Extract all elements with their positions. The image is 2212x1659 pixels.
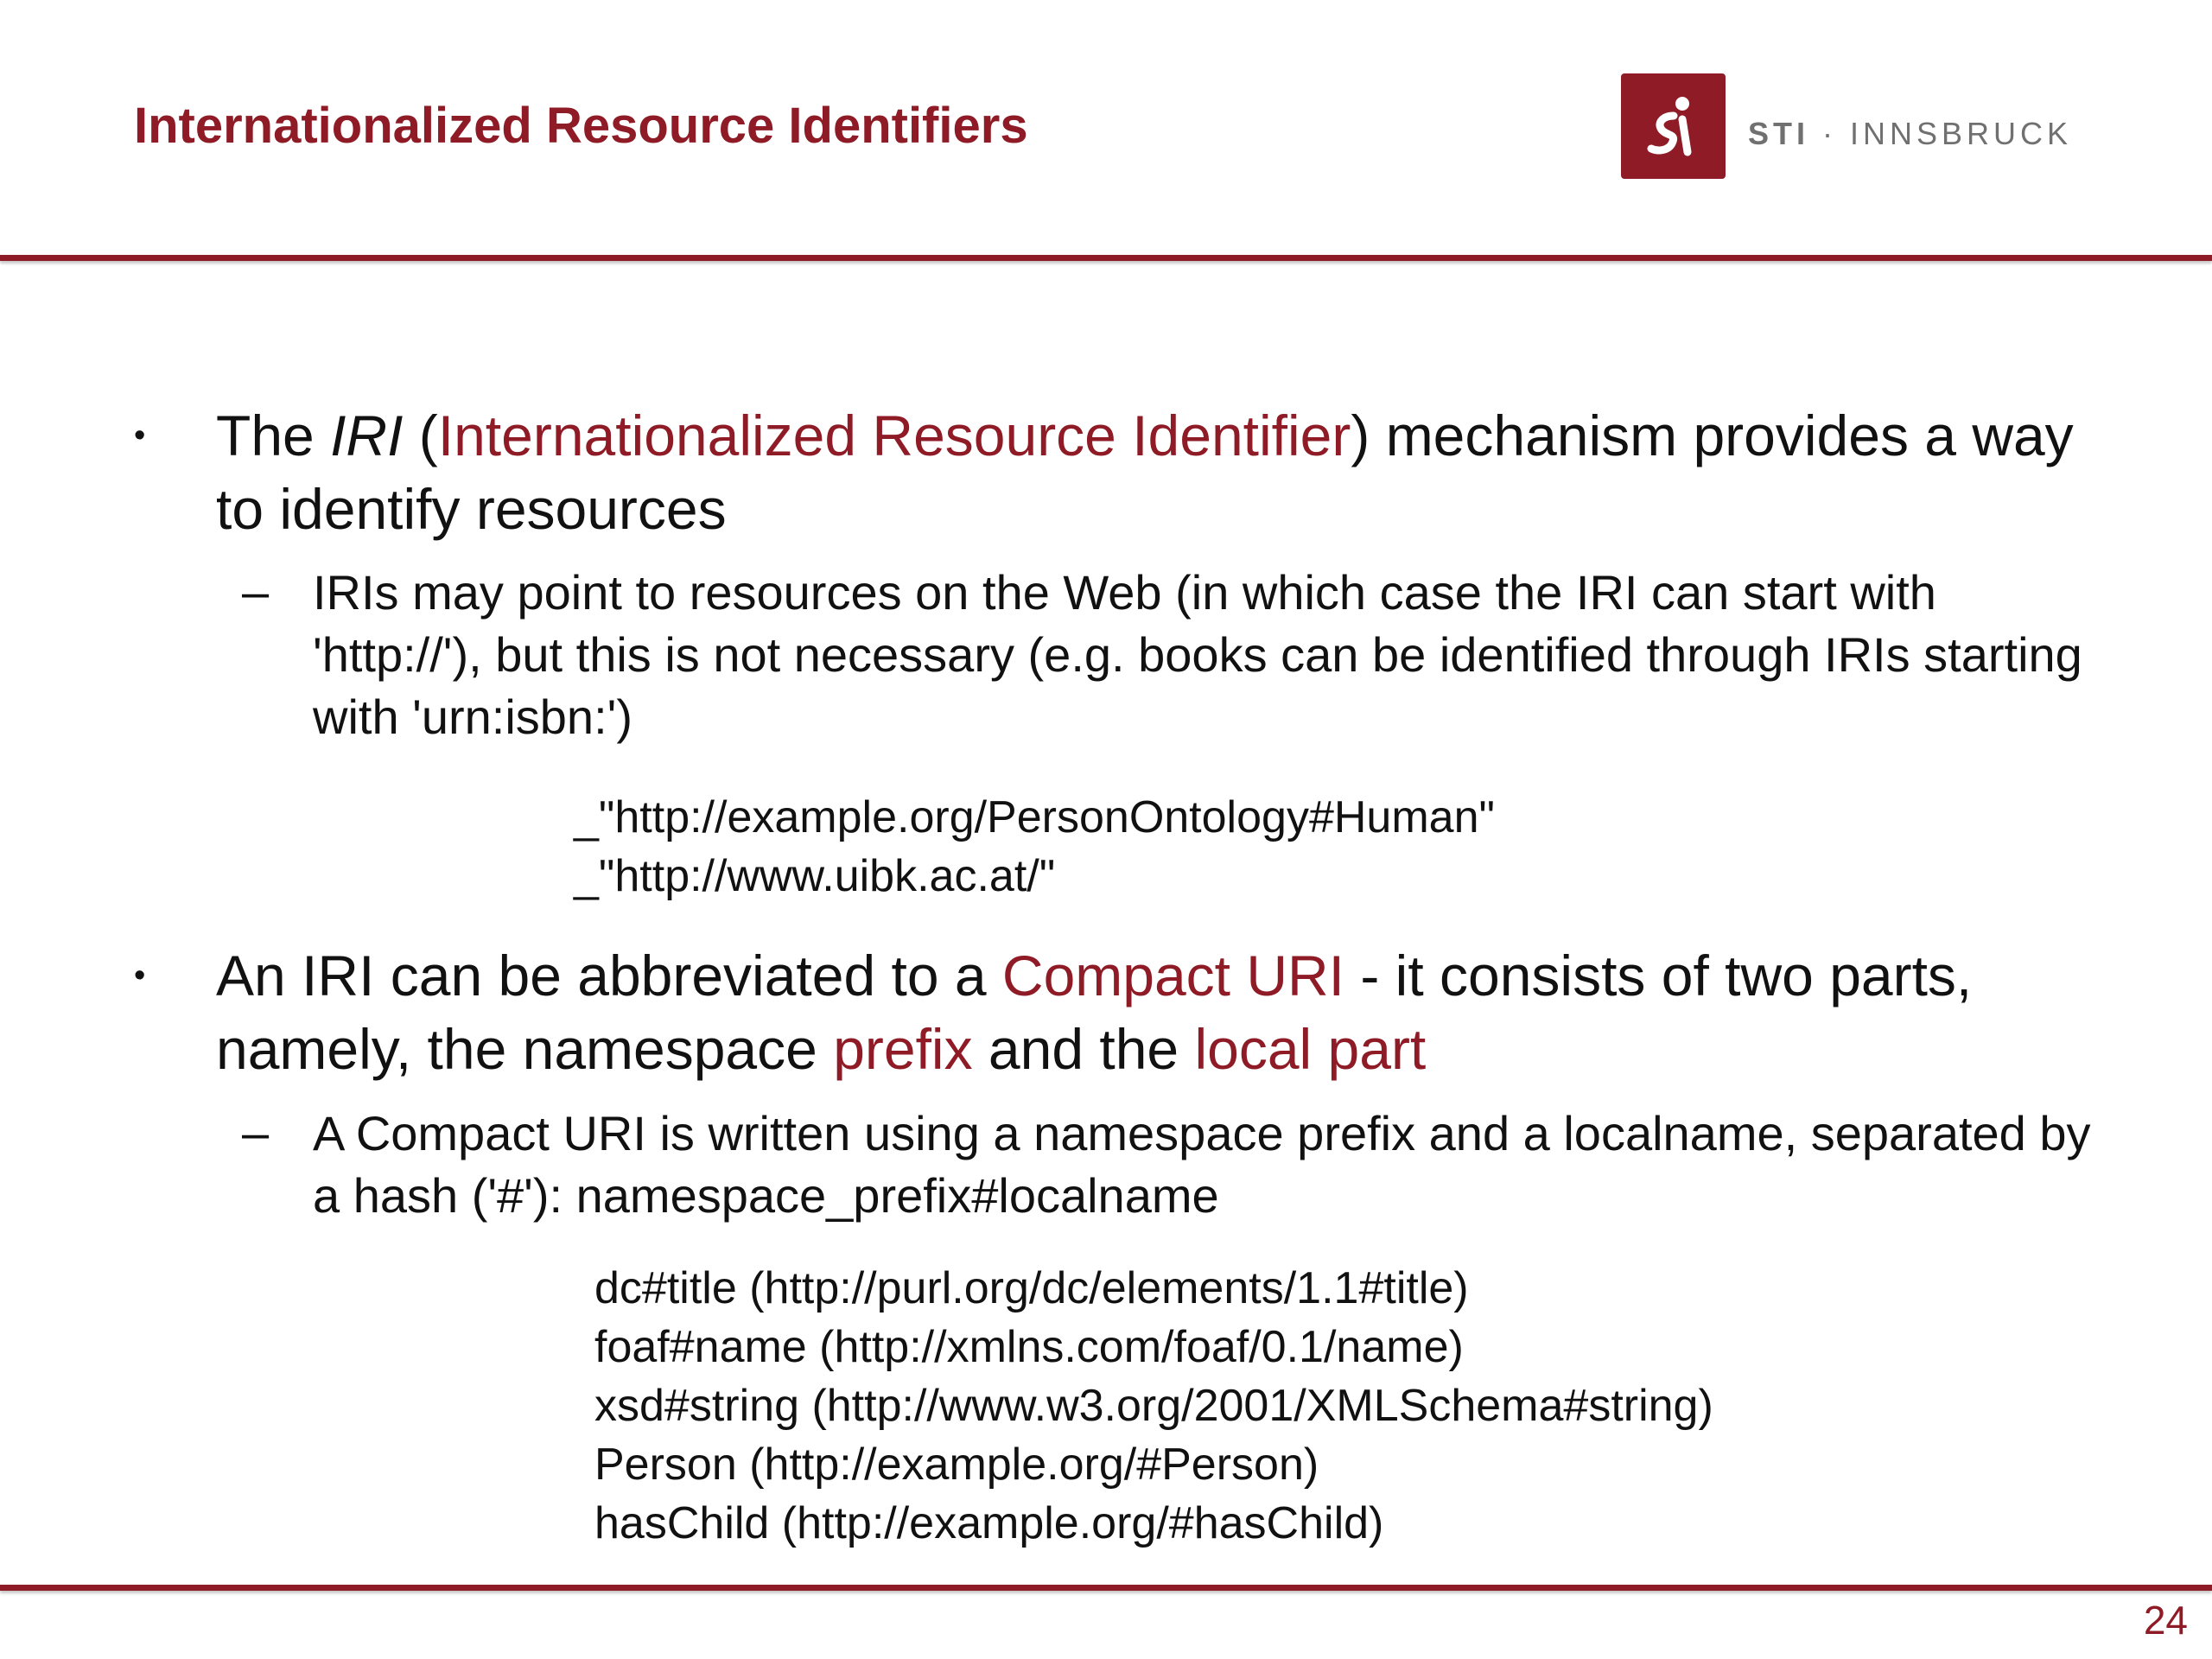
sti-person-icon xyxy=(1621,73,1726,179)
iri-example: _"http://www.uibk.ac.at/" xyxy=(574,851,1056,901)
logo-place: INNSBRUCK xyxy=(1850,116,2073,151)
page-number: 24 xyxy=(2143,1598,2188,1643)
bullet-dot-2: • xyxy=(134,957,146,994)
iri-definition: Internationalized Resource Identifier xyxy=(437,404,1351,467)
local-part-term: local part xyxy=(1194,1017,1427,1081)
logo-wordmark xyxy=(1748,116,2072,152)
footer-divider xyxy=(0,1585,2212,1591)
sti-innsbruck-logo xyxy=(1621,73,2072,179)
header-divider xyxy=(0,255,2212,261)
sub-dash-1: – xyxy=(242,564,270,619)
compact-uri-example: hasChild (http://example.org/#hasChild) xyxy=(594,1498,1384,1548)
bullet-2-subpoint: A Compact URI is written using a namespace prefix and a localname, separated by a hash ('#'): namespace_prefix#localname xyxy=(313,1106,2091,1223)
logo-separator: · xyxy=(1809,116,1851,151)
compact-uri-example: xsd#string (http://www.w3.org/2001/XMLSchema#string) xyxy=(594,1381,1713,1431)
sub-dash-2: – xyxy=(242,1105,270,1160)
iri-term: IRI xyxy=(330,404,404,467)
compact-uri-example: dc#title (http://purl.org/dc/elements/1.1#title) xyxy=(594,1263,1469,1313)
iri-example: _"http://example.org/PersonOntology#Human" xyxy=(574,792,1495,842)
compact-uri-term: Compact URI xyxy=(1001,944,1345,1007)
iri-examples xyxy=(574,788,1495,906)
compact-uri-examples xyxy=(594,1259,1713,1553)
slide-title: Internationalized Resource Identifiers xyxy=(134,98,1028,154)
compact-uri-example: Person (http://example.org/#Person) xyxy=(594,1440,1319,1490)
bullet-1-text: The IRI (Internationalized Resource Identifier) mechanism provides a way to identify resources xyxy=(216,404,2074,541)
bullet-2-text: An IRI can be abbreviated to a Compact URI - it consists of two parts, namely, the namespace prefix and the local part xyxy=(216,944,1973,1081)
compact-uri-example: foaf#name (http://xmlns.com/foaf/0.1/name) xyxy=(594,1322,1464,1372)
bullet-dot-1: • xyxy=(134,417,146,454)
logo-brand: STI xyxy=(1748,116,1810,151)
prefix-term: prefix xyxy=(833,1017,973,1081)
bullet-1-subpoint: IRIs may point to resources on the Web (in which case the IRI can start with 'http://'), but this is not necessary (e.g. books can be identified through IRIs starting with 'urn:isbn:') xyxy=(313,565,2082,744)
